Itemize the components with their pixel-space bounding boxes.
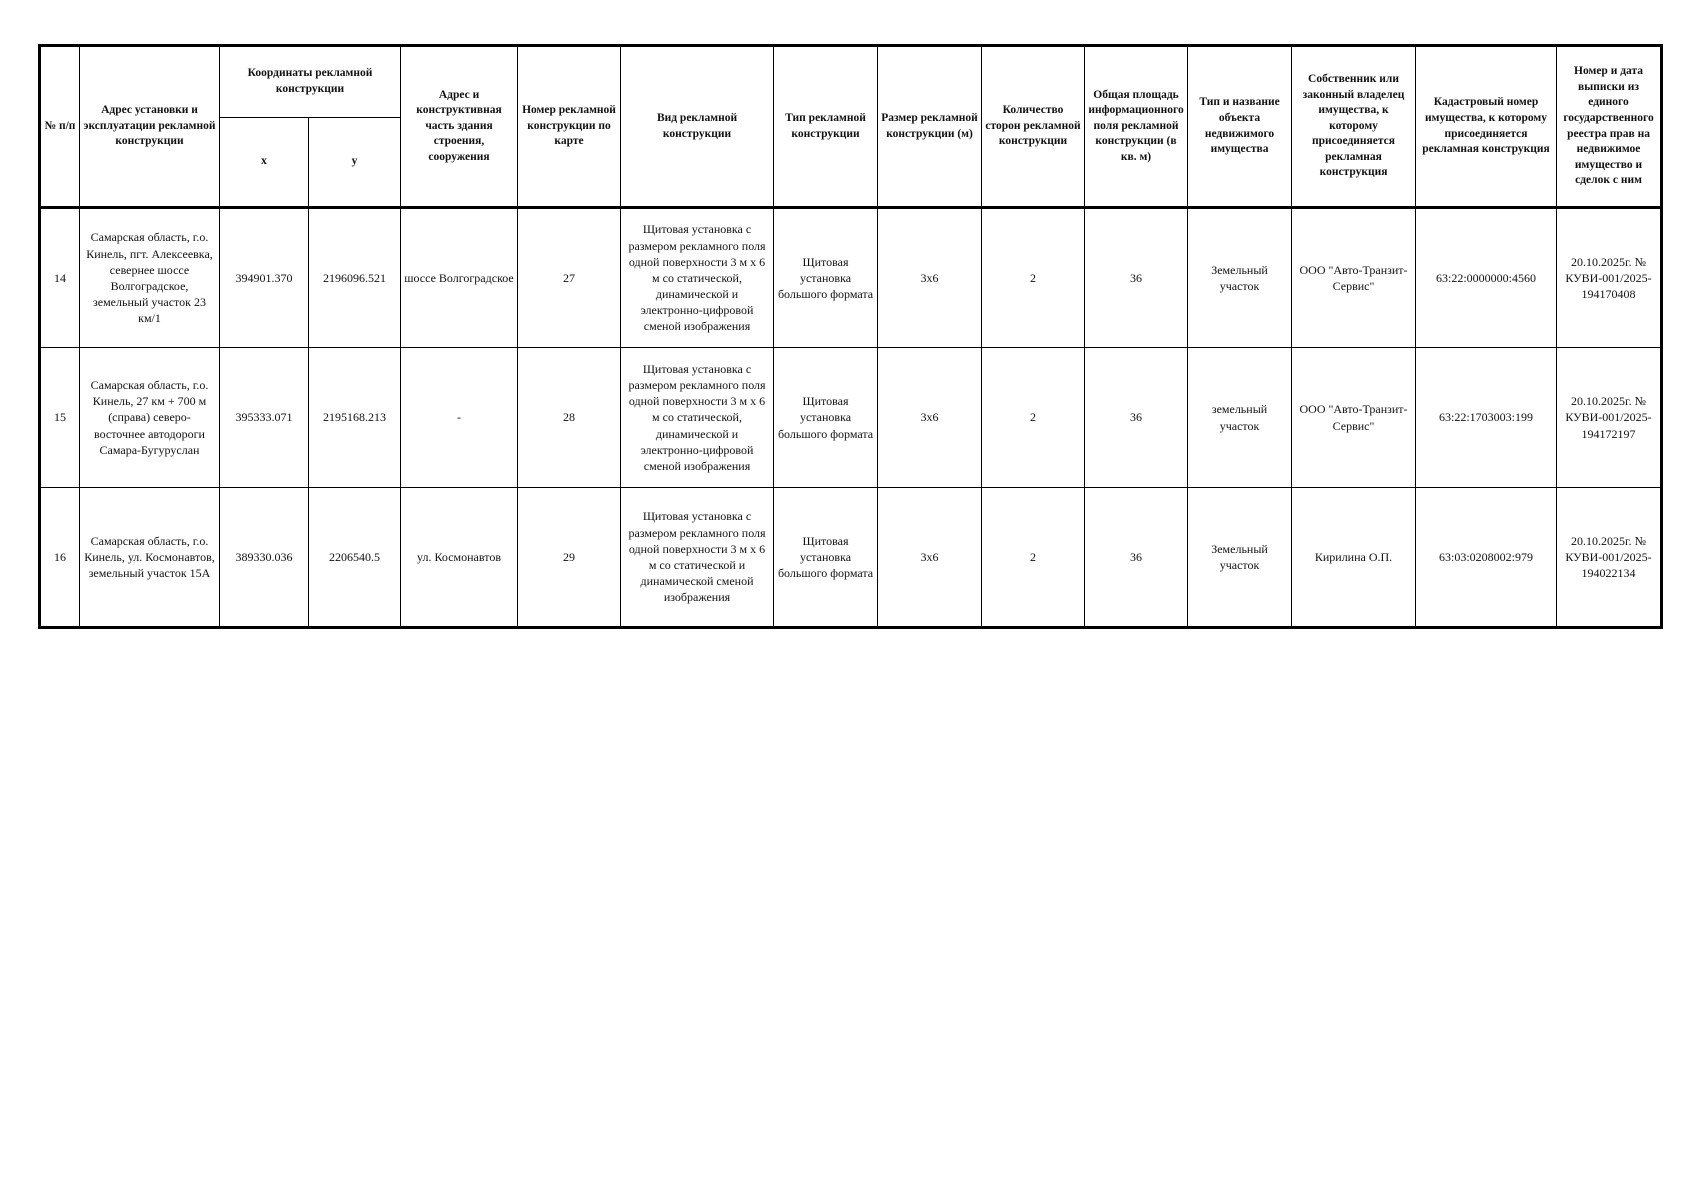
cell-x: 389330.036 [220, 488, 309, 628]
header-kind: Вид рекламной конструкции [621, 46, 774, 208]
cell-kind: Щитовая установка с размером рекламного поля одной поверхности 3 м х 6 м со статической, динамической и электронно-цифровой сменой изображения [621, 208, 774, 348]
cell-y: 2196096.521 [309, 208, 401, 348]
cell-owner: ООО "Авто-Транзит-Сервис" [1292, 208, 1416, 348]
cell-x: 395333.071 [220, 348, 309, 488]
cell-type: Щитовая установка большого формата [774, 348, 878, 488]
header-building: Адрес и конструктивная часть здания строения, сооружения [401, 46, 518, 208]
cell-property-type: земельный участок [1188, 348, 1292, 488]
cell-x: 394901.370 [220, 208, 309, 348]
table-header [40, 46, 1662, 208]
cell-address: Самарская область, г.о. Кинель, пгт. Алексеевка, севернее шоссе Волгоградское, земельный участок 23 км/1 [80, 208, 220, 348]
cell-map-number: 28 [518, 348, 621, 488]
header-x: x [220, 118, 309, 208]
header-sides: Количество сторон рекламной конструкции [982, 46, 1085, 208]
cell-area: 36 [1085, 488, 1188, 628]
cell-num: 16 [40, 488, 80, 628]
cell-size: 3х6 [878, 488, 982, 628]
cell-building: - [401, 348, 518, 488]
header-registry: Номер и дата выписки из единого государственного реестра прав на недвижимое имущество и сделок с ним [1557, 46, 1662, 208]
table-row [40, 488, 1662, 628]
cell-sides: 2 [982, 488, 1085, 628]
cell-property-type: Земельный участок [1188, 488, 1292, 628]
cell-address: Самарская область, г.о. Кинель, 27 км + 700 м (справа) северо-восточнее автодороги Самара-Бугуруслан [80, 348, 220, 488]
header-map-number: Номер рекламной конструкции по карте [518, 46, 621, 208]
cell-area: 36 [1085, 348, 1188, 488]
header-y: y [309, 118, 401, 208]
cell-registry: 20.10.2025г. № КУВИ-001/2025-194172197 [1557, 348, 1662, 488]
cell-type: Щитовая установка большого формата [774, 488, 878, 628]
cell-map-number: 29 [518, 488, 621, 628]
cell-size: 3х6 [878, 208, 982, 348]
cell-cadastral: 63:03:0208002:979 [1416, 488, 1557, 628]
cell-building: ул. Космонавтов [401, 488, 518, 628]
cell-address: Самарская область, г.о. Кинель, ул. Космонавтов, земельный участок 15А [80, 488, 220, 628]
cell-cadastral: 63:22:1703003:199 [1416, 348, 1557, 488]
cell-y: 2195168.213 [309, 348, 401, 488]
header-owner: Собственник или законный владелец имущества, к которому присоединяется рекламная конструкция [1292, 46, 1416, 208]
header-cadastral: Кадастровый номер имущества, к которому присоединяется рекламная конструкция [1416, 46, 1557, 208]
cell-property-type: Земельный участок [1188, 208, 1292, 348]
cell-owner: ООО "Авто-Транзит-Сервис" [1292, 348, 1416, 488]
table-row [40, 208, 1662, 348]
cell-type: Щитовая установка большого формата [774, 208, 878, 348]
cell-area: 36 [1085, 208, 1188, 348]
cell-y: 2206540.5 [309, 488, 401, 628]
table-body [40, 208, 1662, 628]
cell-map-number: 27 [518, 208, 621, 348]
header-num: № п/п [40, 46, 80, 208]
header-area: Общая площадь информационного поля рекламной конструкции (в кв. м) [1085, 46, 1188, 208]
header-type: Тип рекламной конструкции [774, 46, 878, 208]
table-row [40, 348, 1662, 488]
cell-num: 14 [40, 208, 80, 348]
cell-owner: Кирилина О.П. [1292, 488, 1416, 628]
cell-sides: 2 [982, 348, 1085, 488]
cell-cadastral: 63:22:0000000:4560 [1416, 208, 1557, 348]
cell-registry: 20.10.2025г. № КУВИ-001/2025-194022134 [1557, 488, 1662, 628]
cell-size: 3х6 [878, 348, 982, 488]
cell-sides: 2 [982, 208, 1085, 348]
cell-kind: Щитовая установка с размером рекламного поля одной поверхности 3 м х 6 м со статической, динамической и электронно-цифровой сменой изображения [621, 348, 774, 488]
cell-num: 15 [40, 348, 80, 488]
header-address: Адрес установки и эксплуатации рекламной конструкции [80, 46, 220, 208]
advertising-structures-table [38, 44, 1663, 629]
header-size: Размер рекламной конструкции (м) [878, 46, 982, 208]
cell-registry: 20.10.2025г. № КУВИ-001/2025-194170408 [1557, 208, 1662, 348]
cell-kind: Щитовая установка с размером рекламного поля одной поверхности 3 м х 6 м со статической и динамической сменой изображения [621, 488, 774, 628]
header-coords: Координаты рекламной конструкции [220, 46, 401, 118]
header-property-type: Тип и название объекта недвижимого имущества [1188, 46, 1292, 208]
cell-building: шоссе Волгоградское [401, 208, 518, 348]
